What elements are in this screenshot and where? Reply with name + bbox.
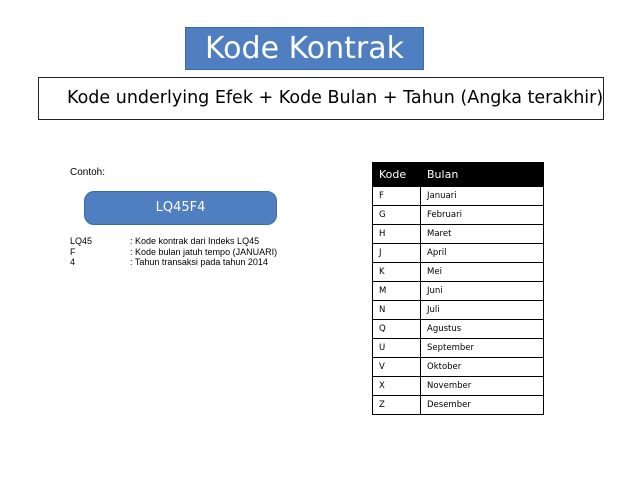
table-row <box>373 263 544 282</box>
table-row <box>373 339 544 358</box>
cell-bulan: November <box>421 377 544 396</box>
cell-kode: M <box>373 282 421 301</box>
cell-kode: N <box>373 301 421 320</box>
table-row <box>373 206 544 225</box>
cell-bulan: Maret <box>421 225 544 244</box>
legend-row <box>70 247 277 258</box>
legend-desc: : Kode kontrak dari Indeks LQ45 <box>130 236 260 246</box>
table-header-row <box>373 163 544 187</box>
legend-desc: : Tahun transaksi pada tahun 2014 <box>130 257 268 267</box>
table-row <box>373 225 544 244</box>
cell-bulan: Juni <box>421 282 544 301</box>
table-row <box>373 396 544 415</box>
table-row <box>373 282 544 301</box>
example-legend <box>70 236 277 268</box>
cell-bulan: Januari <box>421 187 544 206</box>
cell-bulan: April <box>421 244 544 263</box>
cell-bulan: Februari <box>421 206 544 225</box>
example-code-pill: LQ45F4 <box>84 191 277 225</box>
month-code-table <box>372 162 544 415</box>
cell-bulan: Oktober <box>421 358 544 377</box>
table-row <box>373 301 544 320</box>
header-bulan: Bulan <box>421 163 544 187</box>
legend-part: LQ45 <box>70 236 93 246</box>
cell-bulan: Mei <box>421 263 544 282</box>
table-row <box>373 377 544 396</box>
legend-row <box>70 257 277 268</box>
page-title: Kode Kontrak <box>185 27 424 70</box>
header-kode: Kode <box>373 163 421 187</box>
cell-bulan: September <box>421 339 544 358</box>
legend-part: 4 <box>70 257 76 267</box>
cell-kode: G <box>373 206 421 225</box>
legend-part: F <box>70 246 76 257</box>
example-label: Contoh: <box>70 167 106 178</box>
table-row <box>373 187 544 206</box>
cell-kode: K <box>373 263 421 282</box>
table-row <box>373 244 544 263</box>
cell-kode: X <box>373 377 421 396</box>
cell-bulan: Desember <box>421 396 544 415</box>
legend-desc: : Kode bulan jatuh tempo (JANUARI) <box>130 246 278 257</box>
cell-kode: J <box>373 244 421 263</box>
cell-kode: Q <box>373 320 421 339</box>
legend-row <box>70 236 277 247</box>
table-row <box>373 320 544 339</box>
cell-kode: H <box>373 225 421 244</box>
cell-bulan: Agustus <box>421 320 544 339</box>
cell-bulan: Juli <box>421 301 544 320</box>
cell-kode: Z <box>373 396 421 415</box>
table-row <box>373 358 544 377</box>
cell-kode: U <box>373 339 421 358</box>
cell-kode: V <box>373 358 421 377</box>
cell-kode: F <box>373 187 421 206</box>
formula-box: Kode underlying Efek + Kode Bulan + Tahun (Angka terakhir) <box>38 77 604 120</box>
